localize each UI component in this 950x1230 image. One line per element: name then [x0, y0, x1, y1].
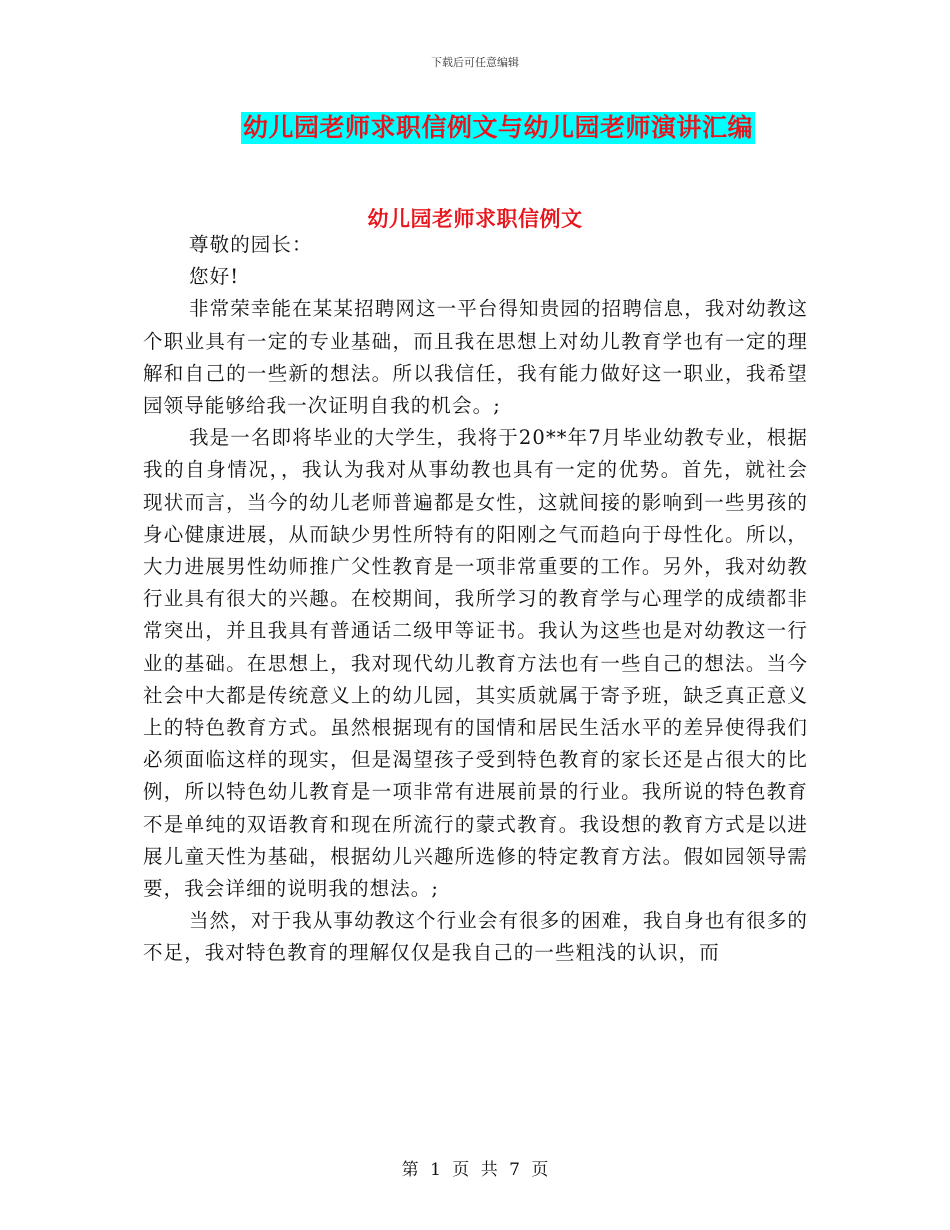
letter-body: [143, 229, 808, 970]
document-title-container: [0, 112, 950, 144]
paragraph-3: 当然，对于我从事幼教这个行业会有很多的困难，我自身也有很多的不足，我对特色教育的理解仅仅是我自己的一些粗浅的认识，而: [143, 909, 808, 965]
greeting: 尊敬的园长：: [189, 233, 313, 256]
page-footer: 第 1 页 共 7 页: [401, 1160, 549, 1180]
hello-line: 您好!: [189, 265, 240, 289]
paragraph-1: 非常荣幸能在某某招聘网这一平台得知贵园的招聘信息，我对幼教这个职业具有一定的专业基础，而且我在思想上对幼儿教育学也有一定的理解和自己的一些新的想法。所以我信任，我有能力做好这一职业，我希望园领导能够给我一次证明自我的机会。;: [143, 297, 808, 418]
paragraph-2: 我是一名即将毕业的大学生，我将于20**年7月毕业幼教专业，根据我的自身情况，，我认为我对从事幼教也具有一定的优势。首先，就社会现状而言，当今的幼儿老师普遍都是女性，这就间接的影响到一些男孩的身心健康进展，从而缺少男性所特有的阳刚之气而趋向于母性化。所以，大力进展男性幼师推广父性教育是一项非常重要的工作。另外，我对幼教行业具有很大的兴趣。在校期间，我所学习的教育学与心理学的成绩都非常突出，并且我具有普通话二级甲等证书。我认为这些也是对幼教这一行业的基础。在思想上，我对现代幼儿教育方法也有一些自己的想法。当今社会中大都是传统意义上的幼儿园，其实质就属于寄予班，缺乏真正意义上的特色教育方式。虽然根据现有的国情和居民生活水平的差异使得我们必须面临这样的现实，但是渴望孩子受到特色教育的家长还是占很大的比例，所以特色幼儿教育是一项非常有进展前景的行业。我所说的特色教育不是单纯的双语教育和现在所流行的蒙式教育。我设想的教育方式是以进展儿童天性为基础，根据幼儿兴趣所选修的特定教育方法。假如园领导需要，我会详细的说明我的想法。;: [143, 426, 808, 901]
document-title: 幼儿园老师求职信例文与幼儿园老师演讲汇编: [242, 113, 753, 142]
section-title: 幼儿园老师求职信例文: [367, 207, 583, 231]
header-note: 下载后可任意编辑: [431, 56, 519, 69]
